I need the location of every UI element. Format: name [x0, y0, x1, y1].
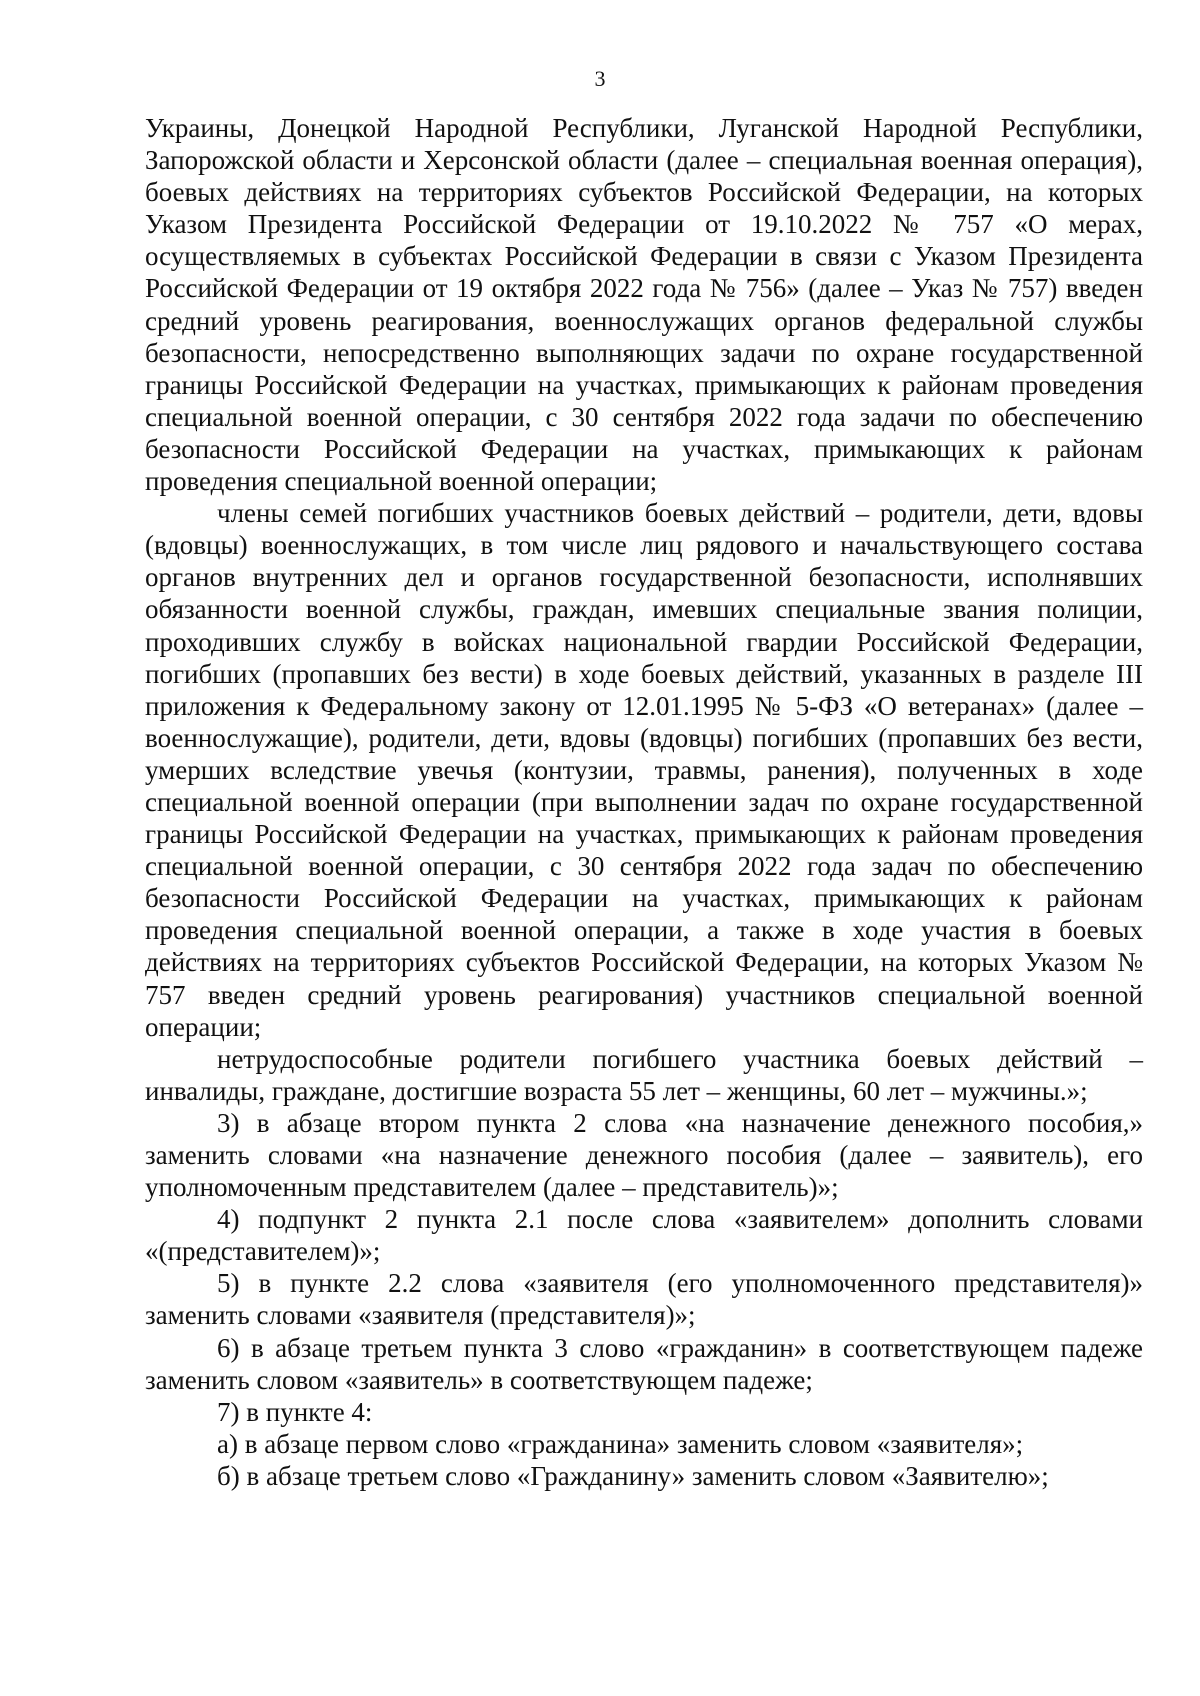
paragraph-item-4: 4) подпункт 2 пункта 2.1 после слова «заявителем» дополнить словами «(представителем)»; — [145, 1204, 1143, 1267]
paragraph-item-5: 5) в пункте 2.2 слова «заявителя (его уполномоченного представителя)» заменить словами «заявителя (представителя)»; — [145, 1268, 1143, 1331]
paragraph-item-7b: б) в абзаце третьем слово «Гражданину» заменить словом «Заявителю»; — [217, 1460, 1049, 1491]
page-number: 3 — [594, 66, 606, 91]
paragraph-item-7: 7) в пункте 4: — [217, 1396, 373, 1427]
paragraph-item-3: 3) в абзаце втором пункта 2 слова «на назначение денежного пособия,» заменить словами «на назначение денежного пособия (далее – заявитель), его уполномоченным представителем (далее – представитель)»; — [145, 1107, 1143, 1203]
paragraph-item-7a: а) в абзаце первом слово «гражданина» заменить словом «заявителя»; — [217, 1428, 1024, 1459]
paragraph-item-6: 6) в абзаце третьем пункта 3 слово «гражданин» в соответствующем падеже заменить словом «заявитель» в соответствующем падеже; — [145, 1332, 1143, 1395]
document-body — [145, 112, 1143, 1492]
paragraph-family-members: члены семей погибших участников боевых действий – родители, дети, вдовы (вдовцы) военнослужащих, в том числе лиц рядового и начальствующего состава органов внутренних дел и органов государственной безопасности, исполнявших обязанности военной службы, граждан, имевших специальные звания полиции, проходивших службу в войсках национальной гвардии Российской Федерации, погибших (пропавших без вести) в ходе боевых действий, указанных в разделе III приложения к Федеральному закону от 12.01.1995 № 5-ФЗ «О ветеранах» (далее – военнослужащие), родители, дети, вдовы (вдовцы) погибших (пропавших без вести, умерших вследствие увечья (контузии, травмы, ранения), полученных в ходе специальной военной операции (при выполнении задач по охране государственной границы Российской Федерации на участках, примыкающих к районам проведения специальной военной операции, с 30 сентября 2022 года задач по обеспечению безопасности Российской Федерации на участках, примыкающих к районам проведения специальной военной операции, а также в ходе участия в боевых действиях на территориях субъектов Российской Федерации, на которых Указом № 757 введен средний уровень реагирования) участников специальной военной операции; — [145, 498, 1143, 1042]
paragraph-continuation: Украины, Донецкой Народной Республики, Луганской Народной Республики, Запорожской области и Херсонской области (далее – специальная военная операция), боевых действиях на территориях субъектов Российской Федерации, на которых Указом Президента Российской Федерации от 19.10.2022 № 757 «О мерах, осуществляемых в субъектах Российской Федерации в связи с Указом Президента Российской Федерации от 19 октября 2022 года № 756» (далее – Указ № 757) введен средний уровень реагирования, военнослужащих органов федеральной службы безопасности, непосредственно выполняющих задачи по охране государственной границы Российской Федерации на участках, примыкающих к районам проведения специальной военной операции, с 30 сентября 2022 года задачи по обеспечению безопасности Российской Федерации на участках, примыкающих к районам проведения специальной военной операции; — [145, 113, 1143, 497]
paragraph-disabled-parents: нетрудоспособные родители погибшего участника боевых действий – инвалиды, граждане, достигшие возраста 55 лет – женщины, 60 лет – мужчины.»; — [145, 1043, 1143, 1106]
